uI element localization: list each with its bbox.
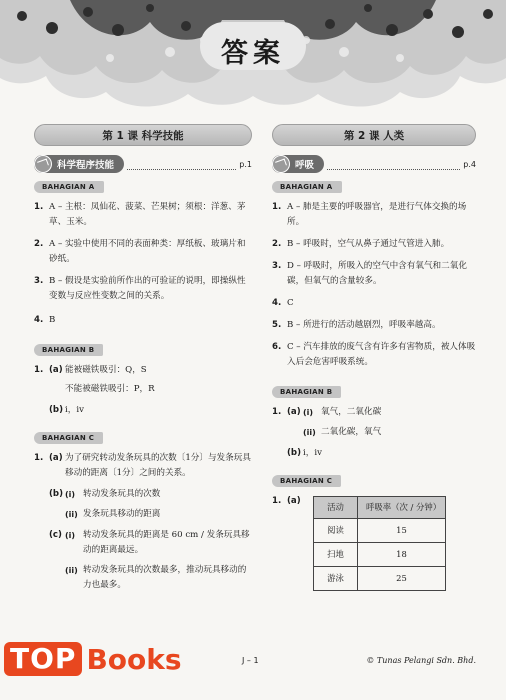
answer-text: B – 呼吸时，空气从鼻子通过气管进入肺。: [287, 239, 450, 249]
answer-item: [272, 494, 476, 591]
leaf-icon: [272, 155, 290, 173]
answer-item: [34, 313, 252, 328]
answer-text: 不能被磁铁吸引：P，R: [65, 384, 155, 394]
watermark-top: TOP: [4, 642, 82, 676]
answer-text: 氧气，二氧化碳: [321, 407, 382, 417]
leaf-icon: [34, 155, 52, 173]
table-header-cell: 活动: [314, 497, 358, 519]
topic-tab: [272, 155, 324, 173]
publisher-credit: © Tunas Pelangi Sdn. Bhd.: [366, 656, 476, 665]
section-tag-b: BAHAGIAN B: [272, 386, 341, 398]
table-row: [314, 543, 446, 567]
answer-text: 发条玩具移动的距离: [83, 509, 161, 519]
answer-item: [272, 296, 476, 311]
question-number: 2.: [34, 239, 44, 249]
answer-text: i，iv: [303, 448, 322, 458]
answer-text: B – 所进行的活动越剧烈，呼吸率越高。: [287, 320, 441, 330]
part-label: (b): [49, 405, 64, 415]
answer-item: [34, 237, 252, 267]
part-label: (a): [49, 453, 63, 463]
table-cell: 15: [358, 519, 446, 543]
part-label: (b): [287, 448, 302, 458]
table-cell: 扫地: [314, 543, 358, 567]
answer-item: [272, 237, 476, 252]
table-cell: 18: [358, 543, 446, 567]
roman-label: (ii): [65, 510, 78, 519]
answer-item: [34, 363, 252, 418]
section-tag-c: BAHAGIAN C: [34, 432, 103, 444]
page-title: 答案: [221, 38, 285, 69]
answer-item: [272, 318, 476, 333]
part-label: (a): [49, 365, 63, 375]
question-number: 2.: [272, 239, 282, 249]
left-column: [34, 124, 252, 593]
question-number: 4.: [272, 298, 282, 308]
section-tag-a: BAHAGIAN A: [34, 181, 104, 193]
part-label: (a): [287, 407, 301, 417]
lesson-header-1: 第 1 课 科学技能: [34, 124, 252, 146]
table-row: [314, 567, 446, 591]
roman-label: (i): [65, 531, 76, 540]
roman-label: (ii): [65, 566, 78, 575]
topic-page-ref: p.1: [239, 159, 252, 169]
page-number: J – 1: [242, 656, 259, 665]
answer-text: C: [287, 298, 294, 308]
answer-text: D – 呼吸时，所吸入的空气中含有氧气和二氧化碳，但氧气的含量较多。: [287, 261, 467, 286]
question-number: 1.: [34, 365, 44, 375]
watermark-books: Books: [86, 642, 182, 676]
table-cell: 阅读: [314, 519, 358, 543]
question-number: 3.: [272, 261, 282, 271]
question-number: 1.: [34, 453, 44, 463]
table-cell: 游泳: [314, 567, 358, 591]
leader-dots: [127, 159, 236, 170]
question-number: 1.: [272, 496, 282, 506]
answer-text: 转动发条玩具的距离是 60 cm / 发条玩具移动的距离最远。: [83, 530, 250, 555]
section-tag-a: BAHAGIAN A: [272, 181, 342, 193]
answer-text: A – 主根：凤仙花、菠菜、芒果树；须根：洋葱、茅草、玉米。: [49, 202, 246, 227]
question-number: 5.: [272, 320, 282, 330]
header-banner: [0, 0, 506, 112]
right-column: [272, 124, 476, 591]
answer-item: [272, 340, 476, 370]
answer-item: [34, 274, 252, 304]
part-label: (a): [287, 496, 301, 506]
table-header-row: [314, 497, 446, 519]
roman-label: (i): [65, 490, 76, 499]
part-label: (b): [49, 489, 64, 499]
question-number: 4.: [34, 315, 44, 325]
answer-text: 能被磁铁吸引：Q，S: [65, 365, 147, 375]
question-number: 1.: [272, 202, 282, 212]
table-row: [314, 519, 446, 543]
question-number: 6.: [272, 342, 282, 352]
topic-row-science-skills: [34, 155, 252, 173]
answer-item: [34, 451, 252, 593]
topic-title: 呼吸: [295, 160, 315, 171]
table-header-cell: 呼吸率（次 / 分钟）: [358, 497, 446, 519]
answer-text: A – 肺是主要的呼吸器官，是进行气体交换的场所。: [287, 202, 467, 227]
answer-text: B: [49, 315, 56, 325]
lesson-header-2: 第 2 课 人类: [272, 124, 476, 146]
answer-text: B – 假设是实验前所作出的可验证的说明，即操纵性变数与反应性变数之间的关系。: [49, 276, 246, 301]
question-number: 1.: [272, 407, 282, 417]
table-cell: 25: [358, 567, 446, 591]
respiration-rate-table: [313, 496, 446, 591]
answer-text: 转动发条玩具的次数最多，推动玩具移动的力也最多。: [83, 565, 247, 590]
answer-item: [34, 200, 252, 230]
answer-text: 为了研究转动发条玩具的次数〔1分〕与发条玩具移动的距离〔1分〕之间的关系。: [65, 453, 251, 478]
answer-text: 转动发条玩具的次数: [83, 489, 161, 499]
part-label: (c): [49, 530, 62, 540]
answer-text: C – 汽车排放的废气含有许多有害物质，被人体吸入后会危害呼吸系统。: [287, 342, 476, 367]
topic-tab: [34, 155, 124, 173]
question-number: 1.: [34, 202, 44, 212]
leader-dots: [327, 159, 460, 170]
topic-page-ref: p.4: [463, 159, 476, 169]
roman-label: (i): [303, 408, 314, 417]
section-tag-c: BAHAGIAN C: [272, 475, 341, 487]
question-number: 3.: [34, 276, 44, 286]
section-tag-b: BAHAGIAN B: [34, 344, 103, 356]
roman-label: (ii): [303, 428, 316, 437]
answer-item: [272, 259, 476, 289]
answer-text: 二氧化碳，氧气: [321, 427, 382, 437]
answer-item: [272, 200, 476, 230]
topic-row-respiration: [272, 155, 476, 173]
topbooks-watermark-logo: [4, 640, 182, 678]
answer-item: [272, 405, 476, 461]
answer-text: i，iv: [65, 405, 84, 415]
topic-title: 科学程序技能: [57, 160, 115, 171]
answer-text: A – 实验中使用不同的表面种类：厚纸板、玻璃片和砂纸。: [49, 239, 246, 264]
